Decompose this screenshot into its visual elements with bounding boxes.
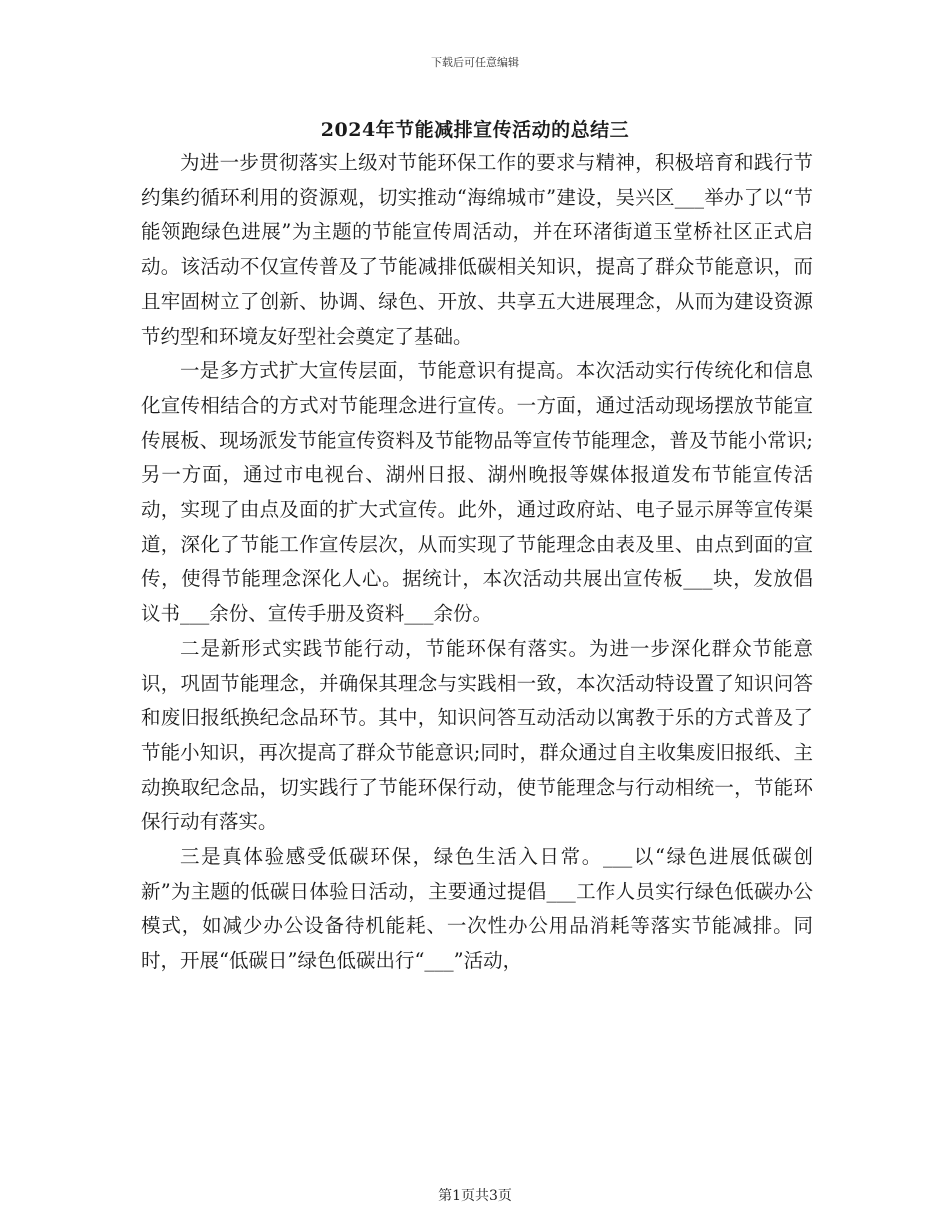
page-footer: 第1页共3页 xyxy=(438,1188,512,1204)
header-note: 下载后可任意编辑 xyxy=(431,56,519,69)
document-body xyxy=(141,146,813,979)
document-title: 2024年节能减排宣传活动的总结三 xyxy=(320,119,630,141)
paragraph-point-three: 三是真体验感受低碳环保，绿色生活入日常。___以“绿色进展低碳创新”为主题的低碳日体验日活动，主要通过提倡___工作人员实行绿色低碳办公模式，如减少办公设备待机能耗、一次性办公用品消耗等落实节能减排。同时，开展“低碳日”绿色低碳出行“___”活动， xyxy=(141,845,813,973)
paragraph-point-two: 二是新形式实践节能行动，节能环保有落实。为进一步深化群众节能意识，巩固节能理念，并确保其理念与实践相一致，本次活动特设置了知识问答和废旧报纸换纪念品环节。其中，知识问答互动活动以寓教于乐的方式普及了节能小知识，再次提高了群众节能意识;同时，群众通过自主收集废旧报纸、主动换取纪念品，切实践行了节能环保行动，使节能理念与行动相统一，节能环保行动有落实。 xyxy=(141,636,813,834)
paragraph-point-one: 一是多方式扩大宣传层面，节能意识有提高。本次活动实行传统化和信息化宣传相结合的方式对节能理念进行宣传。一方面，通过活动现场摆放节能宣传展板、现场派发节能宣传资料及节能物品等宣传节能理念，普及节能小常识;另一方面，通过市电视台、湖州日报、湖州晚报等媒体报道发布节能宣传活动，实现了由点及面的扩大式宣传。此外，通过政府站、电子显示屏等宣传渠道，深化了节能工作宣传层次，从而实现了节能理念由表及里、由点到面的宣传，使得节能理念深化人心。据统计，本次活动共展出宣传板___块，发放倡议书___余份、宣传手册及资料___余份。 xyxy=(141,359,813,626)
paragraph-intro: 为进一步贯彻落实上级对节能环保工作的要求与精神，积极培育和践行节约集约循环利用的资源观，切实推动“海绵城市”建设，吴兴区___举办了以“节能领跑绿色进展”为主题的节能宣传周活动，并在环渚街道玉堂桥社区正式启动。该活动不仅宣传普及了节能减排低碳相关知识，提高了群众节能意识，而且牢固树立了创新、协调、绿色、开放、共享五大进展理念，从而为建设资源节约型和环境友好型社会奠定了基础。 xyxy=(141,151,813,348)
